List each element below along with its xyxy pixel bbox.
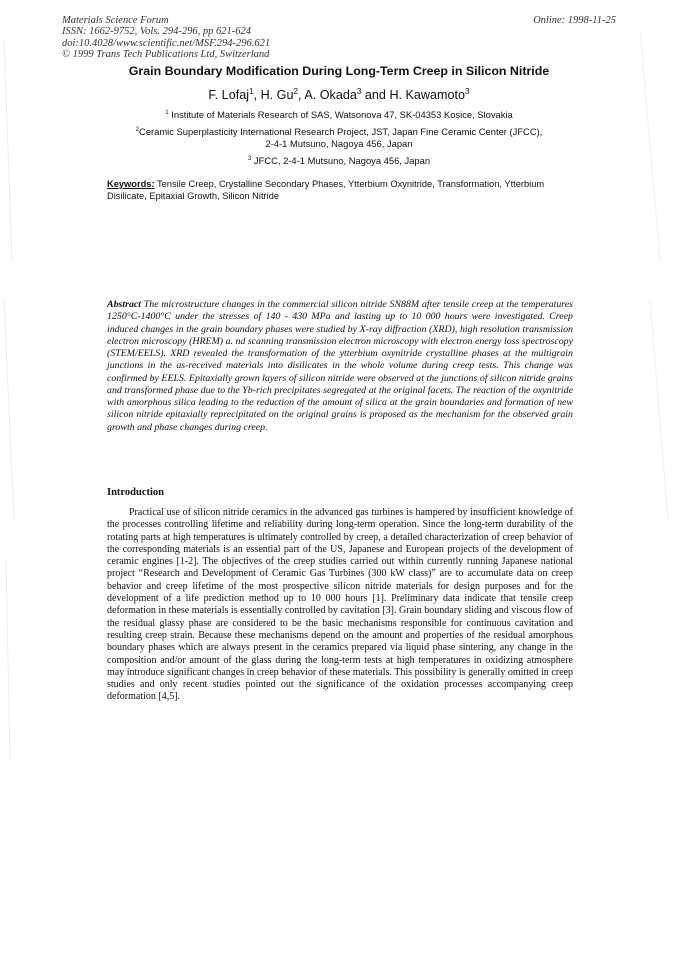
keywords-text: Tensile Creep, Crystalline Secondary Phases, Ytterbium Oxynitride, Transformation, Ytterbium Disilicate, Epitaxial Growth, Silicon Nitride <box>107 179 545 201</box>
keywords-label: Keywords: <box>107 179 155 189</box>
issn-line: ISSN: 1662-9752, Vols. 294-296, pp 621-624 <box>62 26 251 38</box>
introduction-paragraph: Practical use of silicon nitride ceramics in the advanced gas turbines is hampered by insufficient knowledge of the processes controlling lifetime and reliability during long-term operation. Since the long-term durability of the rotating parts at high temperatures is ultimately controlled by creep, a detailed characterization of creep behavior of the corresponding materials is an essential part of the US, Japanese and European projects of the development of ceramic engines [1-2]. The objectives of the creep studies carried out within currently running Japanese national project “Research and Development of Ceramic Gas Turbines (300 kW class)” are to accumulate data on creep behavior and creep lifetime of the most prospective silicon nitride materials for design purposes and for the development of a life prediction method up to 10 000 hours [1]. Preliminary data indicate that tensile creep deformation in these materials is essentially controlled by cavitation [3]. Grain boundary sliding and viscous flow of the residual glassy phase are considered to be the basic mechanisms responsible for continuous cavitation and resulting creep strain. Because these mechanisms depend on the amount and properties of the residual amorphous boundary phases which are always present in the ceramics prepared via liquid phase sintering, any change in the composition and/or amount of the glass during the long-term tests at high temperatures in oxidizing atmosphere may introduce significant changes in creep behavior of these materials. This possibility is generally omitted in creep studies and only recent studies pointed out the significance of the oxidation processes accompanying creep deformation [4,5]. <box>107 507 573 703</box>
affiliation-3 <box>0 155 678 167</box>
author-affiliation-mark: 2 <box>293 86 299 96</box>
copyright-line: © 1999 Trans Tech Publications Ltd, Switzerland <box>62 48 270 60</box>
abstract-text: The microstructure changes in the commercial silicon nitride SN88M after tensile creep at the temperatures 1250°C-1400°C under the stresses of 140 - 430 MPa and lasting up to 10 000 hours were investigated. Creep induced changes in the grain boundary phases were studied by X-ray diffraction (XRD), high resolution transmission electron microscopy (HREM) a. nd scanning transmission electron microscopy with electron energy loss spectroscopy (STEM/EELS). XRD revealed the transformation of the ytterbium oxynitride crystalline phases at the multigrain junctions in the as-received materials into disilicates in the whole volume during creep tests. This change was confirmed by EELS. Epitaxially grown layers of silicon nitride were observed at the junctions of silicon nitride grains and transformed phase due to the Yb-rich precipitates segregated at the original facets. The reaction of the oxynitride with amorphous silica leading to the reduction of the amount of silica at the grain boundaries and formation of new silicon nitride epitaxially reprecipitated on the original grains is proposed as the mechanism for the observed grain growth and phase changes during creep. <box>107 299 574 433</box>
affiliation-2 <box>0 126 678 150</box>
author-separator: , <box>253 88 261 102</box>
journal-name: Materials Science Forum <box>62 15 169 26</box>
affiliation-mark: 3 <box>247 154 252 162</box>
author-name: F. Lofaj <box>208 88 249 102</box>
affiliation-mark: 2 <box>135 125 140 133</box>
affiliation-mark: 1 <box>165 108 169 116</box>
online-date: Online: 1998-11-25 <box>533 15 616 26</box>
publication-info <box>62 15 362 60</box>
affiliation-text: JFCC, 2-4-1 Mutsuno, Nagoya 456, Japan <box>253 155 431 166</box>
abstract-block <box>107 299 573 434</box>
affiliation-text: Institute of Materials Research of SAS, Watsonova 47, SK-04353 Kosice, Slovakia <box>171 109 513 120</box>
abstract-label: Abstract <box>107 299 142 310</box>
affiliation-text-line-2: 2-4-1 Mutsuno, Nagoya 456, Japan <box>265 138 413 149</box>
author-affiliation-mark: 3 <box>465 86 470 96</box>
author-name: H. Gu <box>260 88 294 102</box>
paper-title: Grain Boundary Modification During Long-Term Creep in Silicon Nitride <box>128 64 550 78</box>
keywords-block <box>107 178 573 202</box>
author-affiliation-mark: 1 <box>249 86 254 96</box>
author-list <box>0 88 678 102</box>
author-conjunction: and <box>361 88 390 102</box>
author-name: H. Kawamoto <box>389 88 466 102</box>
author-affiliation-mark: 3 <box>356 86 362 96</box>
author-separator: , <box>298 88 305 102</box>
author-name: A. Okada <box>304 88 357 102</box>
affiliation-text: Ceramic Superplasticity International Research Project, JST, Japan Fine Ceramic Center (JFCC), <box>139 126 543 137</box>
section-heading: Introduction <box>107 487 164 498</box>
doi-line: doi:10.4028/www.scientific.net/MSF.294-296.621 <box>62 37 271 49</box>
affiliation-1 <box>0 109 678 121</box>
